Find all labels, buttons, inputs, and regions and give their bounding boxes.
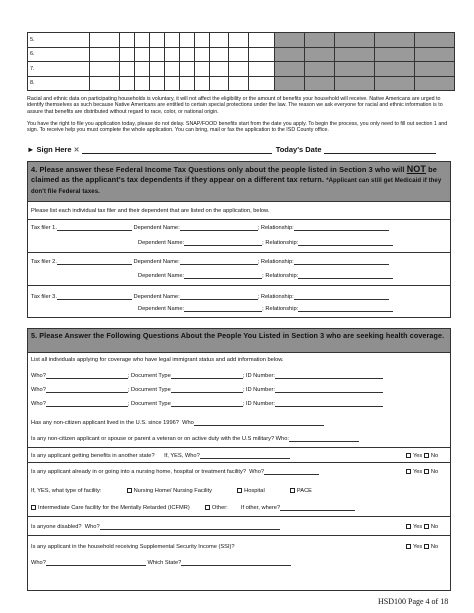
sign-here-label: ► Sign Here	[27, 145, 72, 154]
q-lived-since-1996: Has any non-citizen applicant lived in the U.S. since 1996? Who	[31, 420, 453, 426]
q-other-state: Is any applicant getting benefits in another state? If, YES, Who?	[31, 453, 453, 459]
tax-filer-1-field[interactable]	[57, 225, 132, 231]
tax-filer-3: Tax filer 3. Dependent Name: ; Relationship:	[31, 294, 453, 300]
ssi-who-row: Who? Which State?	[31, 560, 453, 566]
todays-date-label: Today's Date	[275, 145, 322, 154]
yes-checkbox[interactable]	[406, 544, 411, 549]
date-field[interactable]	[324, 147, 436, 154]
no-checkbox[interactable]	[424, 469, 429, 474]
row-label: 8.	[28, 76, 90, 91]
x-mark-icon: ✕	[73, 147, 80, 154]
race-disclaimer: Racial and ethnic data on participating households is voluntary, it will not affect the eligibility or the amount of benefits your household will receive. Native Americans are urged to identify themselves as such because Native Americans are entitled to certain special protections under the law. The reason we ask everyone for racial and ethnic information is to assure that benefits are distributed without regard to race, color, or national origin.	[27, 96, 443, 115]
immigrant-row-1: Who? ; Document Type ; ID Number:	[31, 373, 453, 379]
filing-rights-notice: You have the right to file you application today, please do not delay. SNAP/FOOD benefits start from the date you apply. To begin the process, you only need to fill out section 1 and sign. To receive help you must complete the whole application. You can bring, mail or fax the application to the ISD County office.	[27, 121, 448, 134]
tax-filer-2-field[interactable]	[57, 259, 132, 265]
table-row	[28, 33, 455, 48]
section-5	[27, 328, 451, 591]
tax-filer-2: Tax filer 2. Dependent Name: ; Relationship:	[31, 259, 453, 265]
table-row	[28, 47, 455, 62]
q-facility: Is any applicant already in or going into a nursing home, hospital or treatment facility? Who?	[31, 469, 453, 475]
household-table	[27, 32, 455, 91]
section-5-title: 5. Please Answer the Following Questions About the People You Listed in Section 3 who are seeking health coverage.	[28, 329, 450, 353]
no-checkbox[interactable]	[424, 524, 429, 529]
section-5-intro: List all individuals applying for coverage who have legal immigrant status and add information below.	[31, 357, 284, 363]
nursing-home-checkbox[interactable]	[127, 488, 132, 493]
icfmr-checkbox[interactable]	[31, 505, 36, 510]
tax-filer-3-field[interactable]	[57, 294, 132, 300]
section-4: 4. Please answer these Federal Income Tax Questions only about the people listed in Section 3 who will NOT be claimed as the applicant's tax dependents if they appear on a different tax return. *Applicant can still get Medicaid if they don't file Federal taxes. Please list each individual tax filer and their dependent that are listed on the application, below. Tax filer 1. Dependent Name: ; Relationship: Dependent Name: ; Relationship: Tax filer 2. Dependent Name: ; Relationship: Dependent Name: ; Relationship: Tax filer 3. Dependent Name: ; Relationship: Dependent Name: ; Relationship:	[27, 161, 451, 318]
table-row	[28, 76, 455, 91]
page-footer: HSD100 Page 4 of 18	[378, 597, 449, 606]
immigrant-row-3: Who? ; Document Type ; ID Number:	[31, 401, 453, 407]
row-label: 5.	[28, 33, 90, 48]
no-checkbox[interactable]	[424, 544, 429, 549]
row-label: 7.	[28, 62, 90, 77]
immigrant-row-2: Who? ; Document Type ; ID Number:	[31, 387, 453, 393]
facility-yes-no: Yes No	[406, 469, 451, 475]
table-row	[28, 62, 455, 77]
q-ssi: Is any applicant in the household receiving Supplemental Security Income (SSI)?	[31, 544, 235, 550]
hospital-checkbox[interactable]	[237, 488, 242, 493]
yes-checkbox[interactable]	[406, 524, 411, 529]
section-4-title: 4. Please answer these Federal Income Tax Questions only about the people listed in Section 3 who will NOT be claimed as the applicant's tax dependents if they appear on a different tax return. *Applicant can still get Medicaid if they don't file Federal taxes.	[28, 162, 450, 202]
disabled-yes-no: Yes No	[406, 524, 451, 530]
row-label: 6.	[28, 47, 90, 62]
signature-field[interactable]	[82, 147, 272, 154]
other-state-yes-no: Yes No	[406, 453, 451, 459]
other-facility-checkbox[interactable]	[205, 505, 210, 510]
q-veteran: Is any non-citizen applicant or spouse or parent a veteran or on active duty with the U.S military? Who:	[31, 436, 453, 442]
yes-checkbox[interactable]	[406, 469, 411, 474]
pace-checkbox[interactable]	[290, 488, 295, 493]
no-checkbox[interactable]	[424, 453, 429, 458]
q-disabled: Is anyone disabled? Who?	[31, 524, 453, 530]
facility-type-row-2: Intermediate Care facility for the Mentally Retarded (ICFMR) Other: If other, where?	[31, 505, 453, 511]
signature-row	[27, 145, 451, 155]
yes-checkbox[interactable]	[406, 453, 411, 458]
ssi-yes-no: Yes No	[406, 544, 451, 550]
facility-type-row: If, YES, what type of facility: Nursing Home/ Nursing Facility Hospital PACE	[31, 488, 312, 494]
tax-filer-1: Tax filer 1. Dependent Name: ; Relationship:	[31, 225, 453, 231]
section-4-intro: Please list each individual tax filer and their dependent that are listed on the application, below.	[31, 208, 270, 214]
